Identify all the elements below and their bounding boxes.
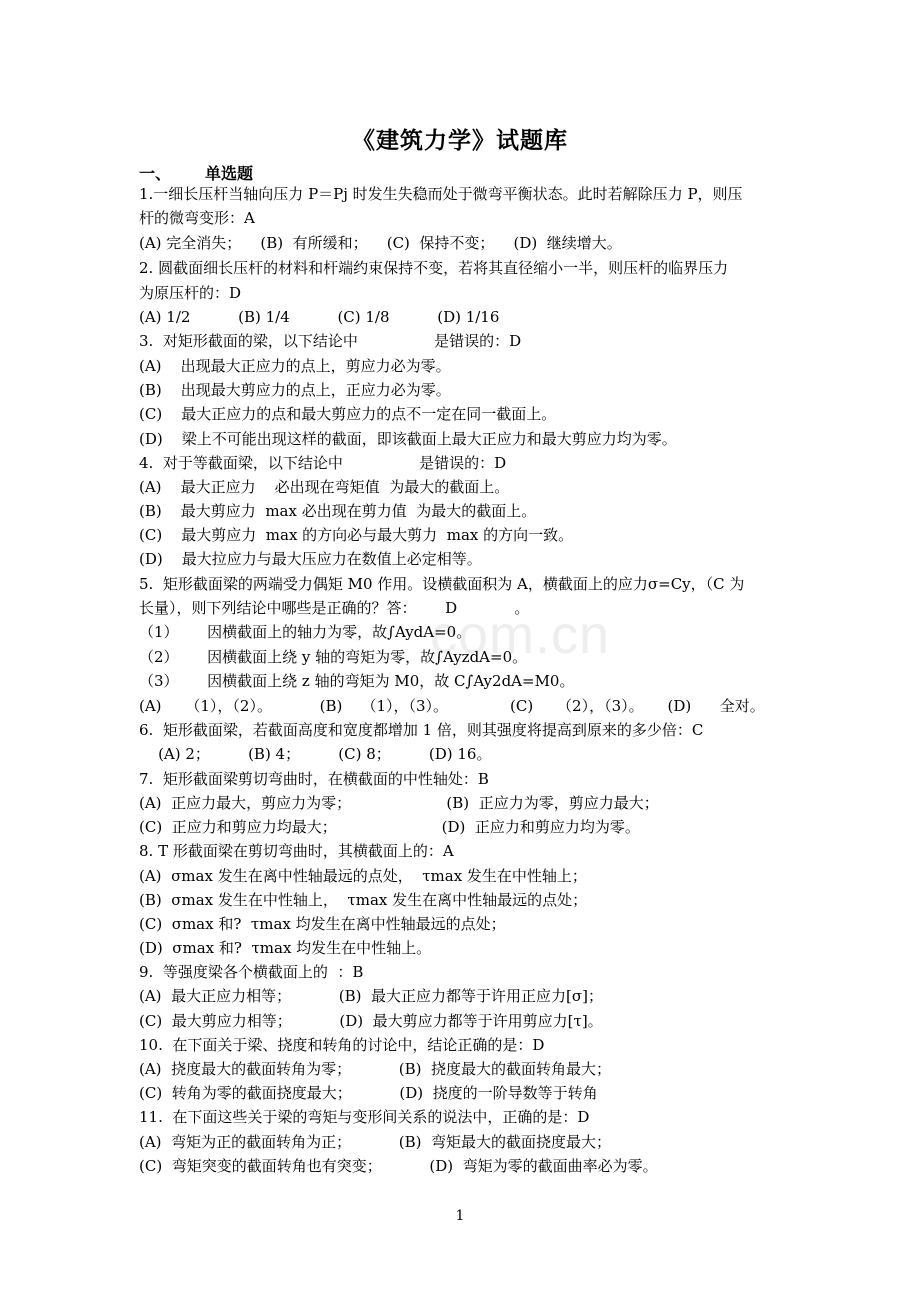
question-line: (B) 出现最大剪应力的点上，正应力必为零。	[139, 381, 451, 399]
question-line: (D) 最大拉应力与最大压应力在数值上必定相等。	[139, 550, 482, 568]
question-line: (A) 正应力最大，剪应力为零； (B) 正应力为零，剪应力最大；	[139, 794, 659, 812]
question-line: (A) 挠度最大的截面转角为零； (B) 挠度最大的截面转角最大；	[139, 1060, 612, 1078]
question-line: (A) 1/2 (B) 1/4 (C) 1/8 (D) 1/16	[139, 308, 500, 326]
section-title: 单选题	[205, 164, 254, 183]
question-line: (A) 完全消失； (B) 有所缓和； (C) 保持不变； (D) 继续增大。	[139, 234, 622, 252]
question-line: 长量），则下列结论中哪些是正确的？答： D 。	[139, 599, 530, 617]
question-line: （3） 因横截面上绕 z 轴的弯矩为 M0，故 C∫Ay2dA=M0。	[139, 672, 575, 690]
question-line: (A) 弯矩为正的截面转角为正； (B) 弯矩最大的截面挠度最大；	[139, 1133, 612, 1151]
question-line: 9. 等强度梁各个横截面上的 ：B	[139, 963, 364, 981]
page-title: 《建筑力学》试题库	[352, 127, 568, 154]
question-line: （1） 因横截面上的轴力为零，故∫AydA=0。	[139, 623, 472, 641]
question-line: (B) 最大剪应力 max 必出现在剪力值 为最大的截面上。	[139, 502, 537, 520]
question-line: (D) σmax 和? τmax 均发生在中性轴上。	[139, 939, 432, 957]
question-line: (B) σmax 发生在中性轴上， τmax 发生在离中性轴最远的点处；	[139, 891, 588, 909]
question-line: 1.一细长压杆当轴向压力 P＝Pj 时发生失稳而处于微弯平衡状态。此时若解除压力 P，则压	[139, 185, 743, 203]
question-line: (C) 最大正应力的点和最大剪应力的点不一定在同一截面上。	[139, 405, 557, 423]
question-line: 4. 对于等截面梁，以下结论中 是错误的：D	[139, 454, 507, 472]
question-line: (C) 转角为零的截面挠度最大； (D) 挠度的一阶导数等于转角	[139, 1084, 598, 1102]
page-number: 1	[455, 1208, 465, 1224]
question-line: 2. 圆截面细长压杆的材料和杆端约束保持不变，若将其直径缩小一半，则压杆的临界压力	[139, 259, 729, 277]
question-line: (C) 最大剪应力相等； (D) 最大剪应力都等于许用剪应力[τ]。	[139, 1012, 603, 1030]
section-heading	[139, 161, 253, 184]
question-line: (C) σmax 和? τmax 均发生在离中性轴最远的点处；	[139, 915, 506, 933]
question-line: 6. 矩形截面梁，若截面高度和宽度都增加 1 倍，则其强度将提高到原来的多少倍：C	[139, 721, 704, 739]
question-line: 11. 在下面这些关于梁的弯矩与变形间关系的说法中，正确的是：D	[139, 1108, 590, 1126]
question-line: (D) 梁上不可能出现这样的截面，即该截面上最大正应力和最大剪应力均为零。	[139, 430, 677, 448]
question-line: (A) 出现最大正应力的点上，剪应力必为零。	[139, 357, 451, 375]
question-line: 5. 矩形截面梁的两端受力偶矩 M0 作用。设横截面积为 A，横截面上的应力σ=Cy，（C 为	[139, 575, 745, 593]
question-line: (C) 最大剪应力 max 的方向必与最大剪力 max 的方向一致。	[139, 526, 574, 544]
watermark: com.cn	[430, 605, 611, 665]
question-line: (C) 正应力和剪应力均最大； (D) 正应力和剪应力均为零。	[139, 818, 640, 836]
question-line: 杆的微弯变形：A	[139, 209, 255, 227]
question-line: 8. T 形截面梁在剪切弯曲时，其横截面上的：A	[139, 842, 454, 860]
question-line: (A) 2； (B) 4； (C) 8； (D) 16。	[139, 745, 492, 763]
question-line: 10. 在下面关于梁、挠度和转角的讨论中，结论正确的是：D	[139, 1036, 545, 1054]
question-line: 为原压杆的：D	[139, 284, 242, 302]
section-number: 一、	[139, 164, 172, 183]
question-line: （2） 因横截面上绕 y 轴的弯矩为零，故∫AyzdA=0。	[139, 648, 528, 666]
question-line: 3. 对矩形截面的梁，以下结论中 是错误的：D	[139, 332, 522, 350]
question-line: 7. 矩形截面梁剪切弯曲时，在横截面的中性轴处：B	[139, 770, 489, 788]
question-line: (A) σmax 发生在离中性轴最远的点处， τmax 发生在中性轴上；	[139, 867, 587, 885]
question-line: (A) 最大正应力 必出现在弯矩值 为最大的截面上。	[139, 478, 510, 496]
question-line: (C) 弯矩突变的截面转角也有突变； (D) 弯矩为零的截面曲率必为零。	[139, 1157, 658, 1175]
question-line: (A) 最大正应力相等； (B) 最大正应力都等于许用正应力[σ]；	[139, 987, 603, 1005]
question-line: (A) （1），（2）。 (B) （1），（3）。 (C) （2），（3）。 (D) 全对。	[139, 697, 765, 715]
